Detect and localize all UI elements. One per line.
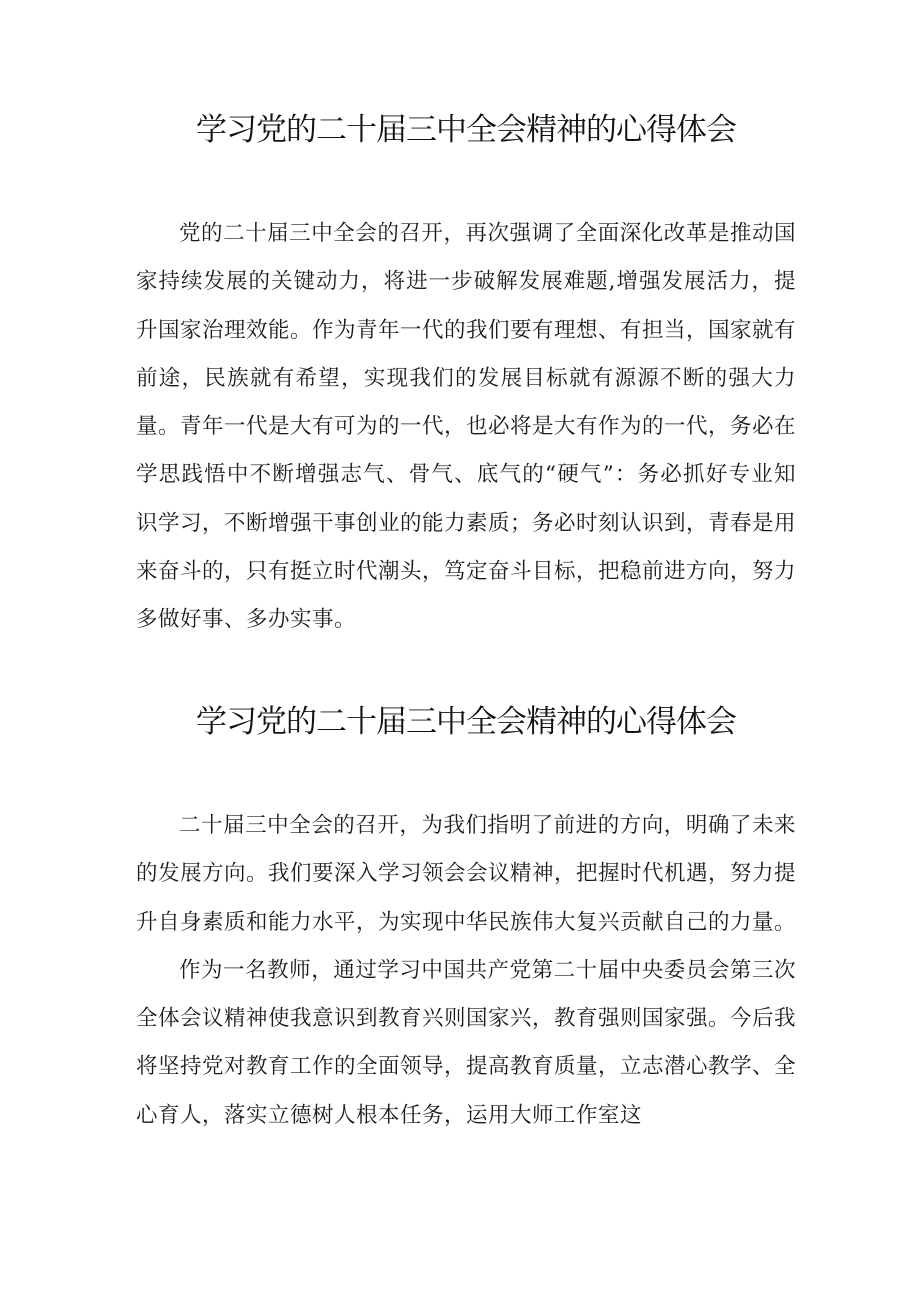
article-section-1	[136, 108, 796, 645]
article-title: 学习党的二十届三中全会精神的心得体会	[196, 112, 736, 148]
article-title: 学习党的二十届三中全会精神的心得体会	[196, 704, 736, 740]
paragraph: 二十届三中全会的召开，为我们指明了前进的方向，明确了未来的发展方向。我们要深入学习领会会议精神，把握时代机遇，努力提升自身素质和能力水平，为实现中华民族伟大复兴贡献自己的力量。	[136, 813, 797, 935]
paragraph: 党的二十届三中全会的召开，再次强调了全面深化改革是推动国家持续发展的关键动力，将进一步破解发展难题,增强发展活力，提升国家治理效能。作为青年一代的我们要有理想、有担当，国家就有前途，民族就有希望，实现我们的发展目标就有源源不断的强大力量。青年一代是大有可为的一代，也必将是大有作为的一代，务必在学思践悟中不断增强志气、骨气、底气的“硬气”：务必抓好专业知识学习，不断增强干事创业的能力素质；务必时刻认识到，青春是用来奋斗的，只有挺立时代潮头，笃定奋斗目标，把稳前进方向，努力多做好事、多办实事。	[136, 221, 797, 633]
article-body	[136, 802, 796, 1140]
article-section-2	[136, 700, 796, 1140]
article-body	[136, 210, 796, 645]
paragraph: 作为一名教师，通过学习中国共产党第二十届中央委员会第三次全体会议精神使我意识到教育兴则国家兴，教育强则国家强。今后我将坚持党对教育工作的全面领导，提高教育质量，立志潜心教学、全心育人，落实立德树人根本任务，运用大师工作室这	[136, 957, 797, 1128]
